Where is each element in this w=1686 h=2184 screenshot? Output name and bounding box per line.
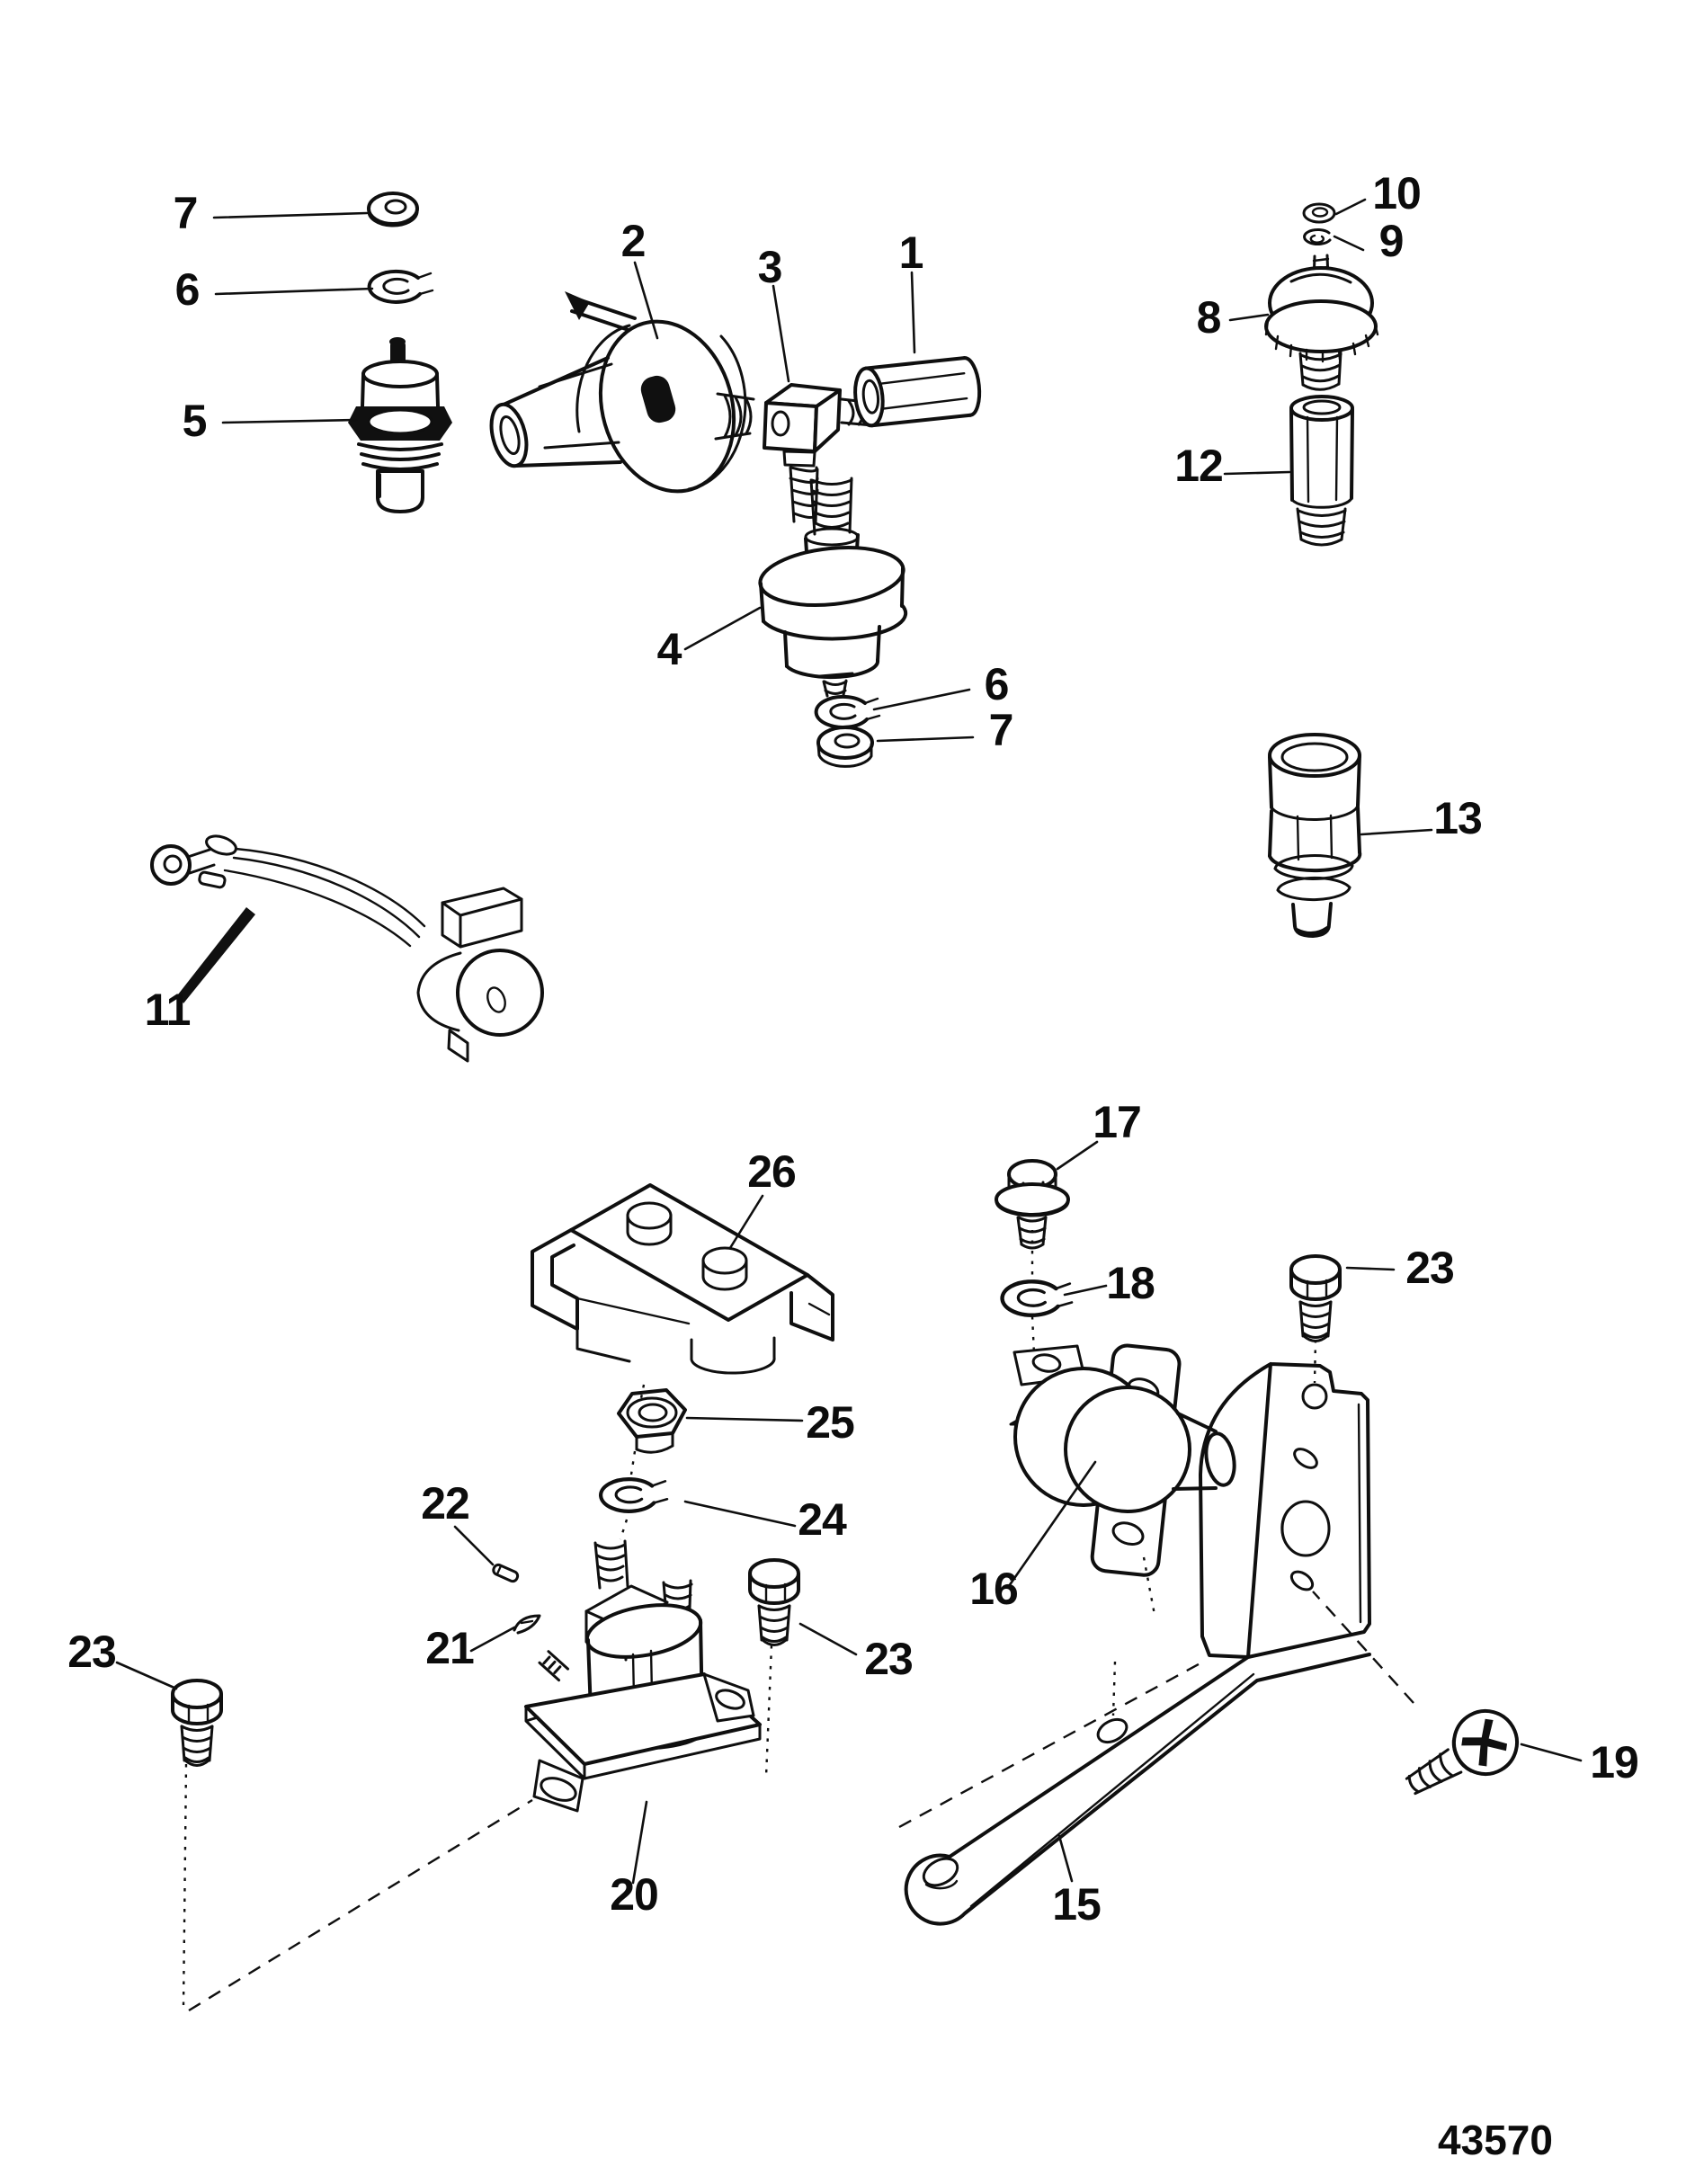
callout-4: 4 xyxy=(656,624,682,674)
part-hex-adapter-12 xyxy=(1291,397,1352,545)
part-solenoid-20 xyxy=(526,1541,760,1811)
callout-21: 21 xyxy=(425,1623,474,1673)
part-nut-25 xyxy=(619,1390,685,1452)
callout-8: 8 xyxy=(1196,292,1221,343)
part-pressure-switch-4 xyxy=(757,478,906,696)
callout-24: 24 xyxy=(798,1494,846,1545)
part-bolt-23-right xyxy=(1291,1256,1340,1342)
part-lock-washer-6-top xyxy=(370,272,433,302)
part-lock-washer-6-mid xyxy=(816,697,879,727)
assembly-line-23-left-diagonal xyxy=(189,1800,532,2010)
callout-2: 2 xyxy=(620,216,646,266)
leader-lines xyxy=(117,200,1581,1883)
callout-23-mid: 23 xyxy=(864,1634,913,1684)
part-clip-21 xyxy=(514,1616,540,1633)
callout-15: 15 xyxy=(1052,1879,1101,1930)
part-lock-washer-24 xyxy=(601,1479,667,1511)
assembly-line-23-mid xyxy=(766,1645,772,1777)
assembly-line-23-left-vertical xyxy=(183,1764,186,2007)
callout-26: 26 xyxy=(747,1146,796,1197)
callout-19: 19 xyxy=(1590,1737,1638,1787)
callout-3: 3 xyxy=(757,242,782,292)
part-nut-10 xyxy=(1304,204,1334,222)
callout-11: 11 xyxy=(144,985,191,1035)
callout-20: 20 xyxy=(610,1869,658,1920)
callout-16: 16 xyxy=(969,1564,1018,1614)
callout-10: 10 xyxy=(1372,168,1421,218)
part-hex-coupler-1 xyxy=(852,357,982,427)
callout-22: 22 xyxy=(421,1478,469,1529)
part-clamp-block-26 xyxy=(532,1185,833,1373)
callout-5: 5 xyxy=(182,396,207,446)
callout-12: 12 xyxy=(1174,441,1223,491)
part-screw-19 xyxy=(1395,1698,1529,1814)
callout-17: 17 xyxy=(1093,1097,1141,1147)
part-flange-bolt-17 xyxy=(996,1161,1068,1248)
part-sender-2 xyxy=(486,291,754,507)
callout-23-left: 23 xyxy=(67,1627,116,1677)
callout-25: 25 xyxy=(806,1397,854,1448)
part-washer-9 xyxy=(1305,229,1330,244)
part-nut-7-mid xyxy=(818,727,872,766)
part-lock-washer-18 xyxy=(1003,1281,1072,1315)
part-wire-assembly-11 xyxy=(152,833,542,1061)
part-bolt-23-mid xyxy=(750,1560,798,1645)
callout-23-right: 23 xyxy=(1405,1243,1454,1293)
figure-number: 43570 xyxy=(1438,2117,1553,2163)
part-nut-7-top xyxy=(369,193,417,226)
callout-1: 1 xyxy=(898,227,923,278)
part-pin-22 xyxy=(492,1564,519,1582)
callout-6-mid: 6 xyxy=(984,659,1009,709)
part-bolt-23-left xyxy=(173,1680,221,1766)
part-knob-8 xyxy=(1266,255,1378,389)
part-temperature-sender-5 xyxy=(348,337,452,512)
callout-13: 13 xyxy=(1433,793,1482,843)
callout-7-top: 7 xyxy=(173,188,198,238)
callout-18: 18 xyxy=(1106,1258,1155,1308)
callout-7-mid: 7 xyxy=(988,705,1013,755)
callout-6-top: 6 xyxy=(174,264,200,315)
part-sensor-13 xyxy=(1270,735,1360,936)
callout-9: 9 xyxy=(1378,216,1404,266)
